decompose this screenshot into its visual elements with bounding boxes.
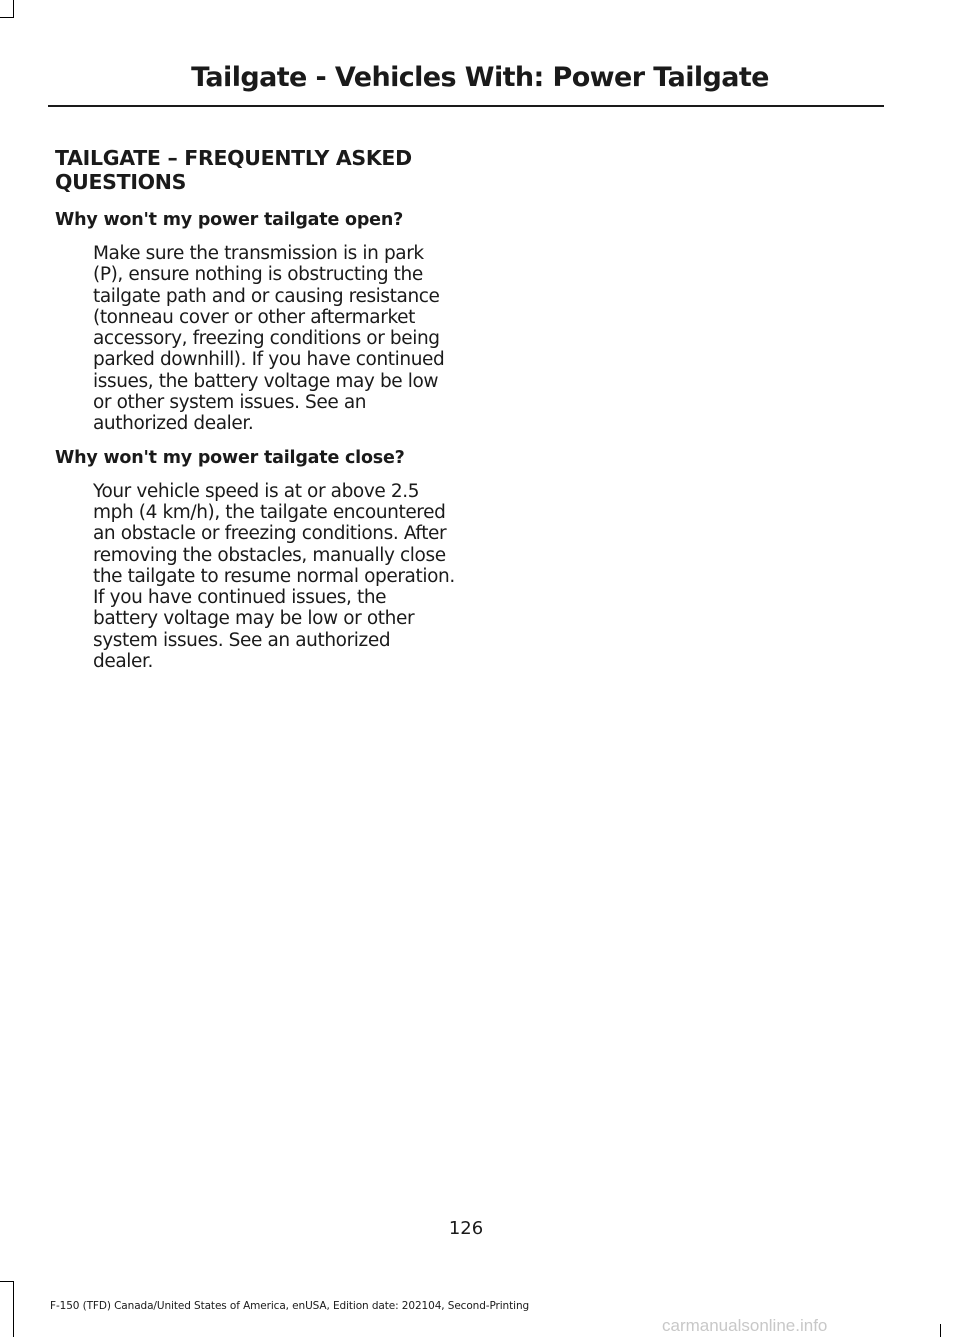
watermark-text: carmanualsonline.info [662,1316,828,1335]
page-number: 126 [448,1218,484,1239]
edition-footer: F-150 (TFD) Canada/United States of America, enUSA, Edition date: 202104, Second-Printing [50,1300,530,1312]
faq-question: Why won't my power tailgate open? [55,210,404,230]
faq-item [55,209,460,435]
crop-mark-top-left-horizontal [0,17,14,18]
main-content [55,146,460,684]
crop-mark-bottom-left-vertical [13,1281,14,1337]
header-divider [48,105,884,107]
crop-mark-bottom-left-horizontal [0,1281,14,1282]
page-header-title: Tailgate - Vehicles With: Power Tailgate [191,62,769,93]
faq-answer: Make sure the transmission is in park (P), ensure nothing is obstructing the tailgate path and or causing resistance (tonneau cover or other aftermarket accessory, freezing conditions or being parked downhill). If you have continued issues, the battery voltage may be low or other system issues. See an authorized dealer. [93,243,445,435]
faq-question: Why won't my power tailgate close? [55,447,405,468]
section-heading: TAILGATE – FREQUENTLY ASKED QUESTIONS [55,146,412,194]
crop-mark-top-left-vertical [13,0,14,17]
crop-mark-bottom-right-vertical [940,1324,941,1337]
faq-answer: Your vehicle speed is at or above 2.5 mph (4 km/h), the tailgate encountered an obstacle or freezing conditions. After removing the obstacles, manually close the tailgate to resume normal operation. If you have continued issues, the battery voltage may be low or other system issues. See an authorized dealer. [93,480,455,673]
faq-item [55,447,460,673]
